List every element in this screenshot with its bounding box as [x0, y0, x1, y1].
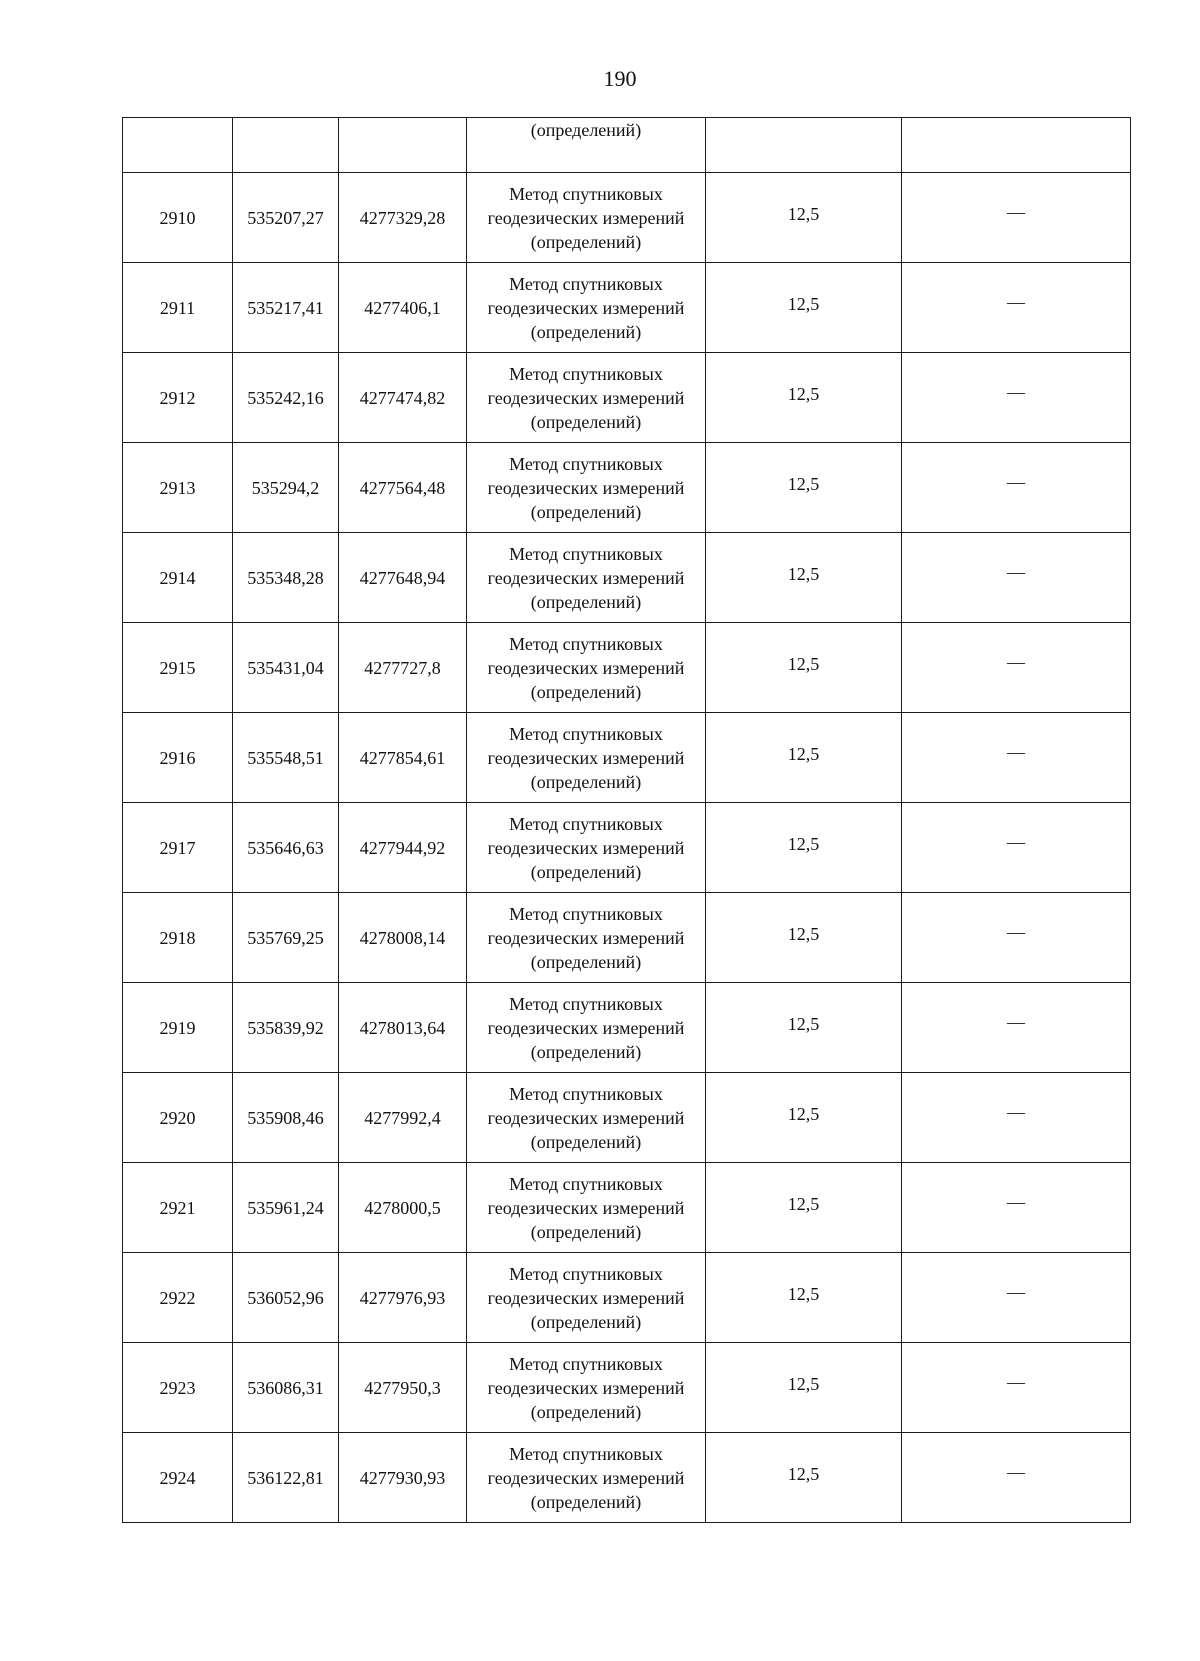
cell-method — [467, 1253, 706, 1343]
note-value: — — [1007, 741, 1025, 762]
method-line: Метод спутниковых — [509, 183, 663, 204]
method-line: геодезических измерений — [487, 1467, 685, 1488]
accuracy-value: 12,5 — [787, 653, 820, 674]
table-row — [123, 173, 1131, 263]
cell-note — [902, 173, 1131, 263]
cell-y: 4277564,48 — [339, 443, 467, 533]
cell-note — [902, 983, 1131, 1073]
method-line: Метод спутниковых — [509, 1083, 663, 1104]
cell-y: 4277406,1 — [339, 263, 467, 353]
cell-id: 2921 — [123, 1163, 233, 1253]
cell-note — [902, 443, 1131, 533]
method-line: геодезических измерений — [487, 1107, 685, 1128]
cell-method — [467, 713, 706, 803]
method-line: (определений) — [530, 681, 642, 702]
method-line: Метод спутниковых — [509, 543, 663, 564]
method-line: Метод спутниковых — [509, 903, 663, 924]
cell-y: 4277648,94 — [339, 533, 467, 623]
cell-y — [339, 118, 467, 173]
cell-x: 536052,96 — [233, 1253, 339, 1343]
cell-x: 535769,25 — [233, 893, 339, 983]
cell-note — [902, 1253, 1131, 1343]
cell-note — [902, 713, 1131, 803]
accuracy-value: 12,5 — [787, 1193, 820, 1214]
accuracy-value: 12,5 — [787, 563, 820, 584]
cell-accuracy — [706, 1163, 902, 1253]
method-line: геодезических измерений — [487, 927, 685, 948]
note-value: — — [1007, 561, 1025, 582]
table-row — [123, 533, 1131, 623]
cell-id: 2912 — [123, 353, 233, 443]
note-value: — — [1007, 1011, 1025, 1032]
method-line: геодезических измерений — [487, 1287, 685, 1308]
method-line: Метод спутниковых — [509, 993, 663, 1014]
cell-x: 535839,92 — [233, 983, 339, 1073]
table-row — [123, 623, 1131, 713]
cell-id: 2911 — [123, 263, 233, 353]
cell-id: 2920 — [123, 1073, 233, 1163]
method-line: геодезических измерений — [487, 657, 685, 678]
method-line: (определений) — [530, 321, 642, 342]
cell-method — [467, 1073, 706, 1163]
page-number: 190 — [603, 66, 637, 91]
method-line: Метод спутниковых — [509, 1173, 663, 1194]
cell-id: 2914 — [123, 533, 233, 623]
cell-method — [467, 173, 706, 263]
cell-y: 4278013,64 — [339, 983, 467, 1073]
cell-x: 535348,28 — [233, 533, 339, 623]
cell-accuracy — [706, 623, 902, 713]
table-row — [123, 983, 1131, 1073]
cell-y: 4277992,4 — [339, 1073, 467, 1163]
cell-accuracy — [706, 1253, 902, 1343]
cell-y: 4278008,14 — [339, 893, 467, 983]
method-line: геодезических измерений — [487, 1017, 685, 1038]
method-line: геодезических измерений — [487, 297, 685, 318]
cell-id: 2915 — [123, 623, 233, 713]
cell-accuracy — [706, 118, 902, 173]
cell-method: (определений) — [467, 118, 706, 173]
cell-y: 4278000,5 — [339, 1163, 467, 1253]
accuracy-value: 12,5 — [787, 833, 820, 854]
cell-method — [467, 263, 706, 353]
table-row — [123, 1163, 1131, 1253]
cell-method — [467, 983, 706, 1073]
note-value: — — [1007, 1101, 1025, 1122]
method-line: геодезических измерений — [487, 387, 685, 408]
method-line: (определений) — [530, 1491, 642, 1512]
method-line: (определений) — [530, 861, 642, 882]
cell-x: 535961,24 — [233, 1163, 339, 1253]
cell-note — [902, 1163, 1131, 1253]
accuracy-value: 12,5 — [787, 1373, 820, 1394]
method-line: (определений) — [530, 951, 642, 972]
cell-accuracy — [706, 173, 902, 263]
cell-y: 4277930,93 — [339, 1433, 467, 1523]
method-line: Метод спутниковых — [509, 1263, 663, 1284]
cell-accuracy — [706, 1433, 902, 1523]
accuracy-value: 12,5 — [787, 203, 820, 224]
cell-method — [467, 623, 706, 713]
method-line: (определений) — [530, 1131, 642, 1152]
method-line: (определений) — [530, 231, 642, 252]
cell-x: 535207,27 — [233, 173, 339, 263]
cell-note — [902, 1343, 1131, 1433]
cell-accuracy — [706, 983, 902, 1073]
method-line: Метод спутниковых — [509, 633, 663, 654]
table-row — [123, 1433, 1131, 1523]
cell-y: 4277944,92 — [339, 803, 467, 893]
table-row — [123, 713, 1131, 803]
table-row — [123, 893, 1131, 983]
note-value: — — [1007, 921, 1025, 942]
method-line: геодезических измерений — [487, 207, 685, 228]
cell-y: 4277727,8 — [339, 623, 467, 713]
note-value: — — [1007, 1371, 1025, 1392]
cell-note — [902, 1433, 1131, 1523]
note-value: — — [1007, 1281, 1025, 1302]
note-value: — — [1007, 381, 1025, 402]
cell-id — [123, 118, 233, 173]
method-line: Метод спутниковых — [509, 723, 663, 744]
cell-accuracy — [706, 713, 902, 803]
cell-accuracy — [706, 1073, 902, 1163]
accuracy-value: 12,5 — [787, 1013, 820, 1034]
cell-id: 2916 — [123, 713, 233, 803]
cell-id: 2919 — [123, 983, 233, 1073]
method-line: (определений) — [530, 591, 642, 612]
cell-accuracy — [706, 533, 902, 623]
note-value: — — [1007, 1191, 1025, 1212]
cell-method — [467, 533, 706, 623]
method-line: геодезических измерений — [487, 567, 685, 588]
cell-y: 4277976,93 — [339, 1253, 467, 1343]
table-row — [123, 1343, 1131, 1433]
note-value: — — [1007, 1461, 1025, 1482]
method-line: Метод спутниковых — [509, 363, 663, 384]
method-line: (определений) — [530, 1311, 642, 1332]
cell-id: 2917 — [123, 803, 233, 893]
cell-x: 535646,63 — [233, 803, 339, 893]
accuracy-value: 12,5 — [787, 293, 820, 314]
cell-id: 2913 — [123, 443, 233, 533]
coordinates-table — [122, 117, 1131, 1523]
cell-note — [902, 353, 1131, 443]
cell-method — [467, 1433, 706, 1523]
cell-accuracy — [706, 893, 902, 983]
cell-id: 2918 — [123, 893, 233, 983]
cell-accuracy — [706, 443, 902, 533]
cell-x: 536122,81 — [233, 1433, 339, 1523]
cell-accuracy — [706, 803, 902, 893]
accuracy-value: 12,5 — [787, 923, 820, 944]
accuracy-value: 12,5 — [787, 383, 820, 404]
cell-id: 2910 — [123, 173, 233, 263]
method-line: (определений) — [530, 1221, 642, 1242]
method-line: геодезических измерений — [487, 837, 685, 858]
cell-id: 2924 — [123, 1433, 233, 1523]
accuracy-value: 12,5 — [787, 473, 820, 494]
cell-method — [467, 1343, 706, 1433]
cell-x: 535431,04 — [233, 623, 339, 713]
note-value: — — [1007, 831, 1025, 852]
method-line: Метод спутниковых — [509, 1353, 663, 1374]
cell-method — [467, 443, 706, 533]
method-line: (определений) — [530, 501, 642, 522]
note-value: — — [1007, 651, 1025, 672]
cell-x: 535294,2 — [233, 443, 339, 533]
accuracy-value: 12,5 — [787, 1283, 820, 1304]
cell-note — [902, 118, 1131, 173]
cell-note — [902, 893, 1131, 983]
cell-note — [902, 533, 1131, 623]
method-line: геодезических измерений — [487, 747, 685, 768]
cell-note — [902, 263, 1131, 353]
table-row — [123, 803, 1131, 893]
cell-method — [467, 1163, 706, 1253]
cell-y: 4277950,3 — [339, 1343, 467, 1433]
accuracy-value: 12,5 — [787, 743, 820, 764]
cell-x: 535242,16 — [233, 353, 339, 443]
table-row — [123, 353, 1131, 443]
method-line: (определений) — [530, 1401, 642, 1422]
cell-id: 2922 — [123, 1253, 233, 1343]
method-line: геодезических измерений — [487, 1197, 685, 1218]
table-row — [123, 443, 1131, 533]
accuracy-value: 12,5 — [787, 1463, 820, 1484]
method-line: Метод спутниковых — [509, 1443, 663, 1464]
method-line: геодезических измерений — [487, 477, 685, 498]
table-row — [123, 263, 1131, 353]
cell-note — [902, 1073, 1131, 1163]
table-row — [123, 1253, 1131, 1343]
continuation-row — [123, 118, 1131, 173]
cell-y: 4277854,61 — [339, 713, 467, 803]
cell-accuracy — [706, 263, 902, 353]
cell-accuracy — [706, 1343, 902, 1433]
cell-x: 535908,46 — [233, 1073, 339, 1163]
cell-y: 4277474,82 — [339, 353, 467, 443]
note-value: — — [1007, 471, 1025, 492]
cell-method — [467, 893, 706, 983]
method-line: геодезических измерений — [487, 1377, 685, 1398]
note-value: — — [1007, 201, 1025, 222]
method-line: (определений) — [530, 771, 642, 792]
note-value: — — [1007, 291, 1025, 312]
cell-x: 536086,31 — [233, 1343, 339, 1433]
method-line: Метод спутниковых — [509, 453, 663, 474]
table-row — [123, 1073, 1131, 1163]
cell-id: 2923 — [123, 1343, 233, 1433]
cell-x: 535548,51 — [233, 713, 339, 803]
cell-y: 4277329,28 — [339, 173, 467, 263]
cell-x: 535217,41 — [233, 263, 339, 353]
method-line: (определений) — [530, 1041, 642, 1062]
cell-note — [902, 623, 1131, 713]
cell-accuracy — [706, 353, 902, 443]
method-line: Метод спутниковых — [509, 813, 663, 834]
cell-x — [233, 118, 339, 173]
cell-method — [467, 803, 706, 893]
method-line: Метод спутниковых — [509, 273, 663, 294]
accuracy-value: 12,5 — [787, 1103, 820, 1124]
method-line: (определений) — [530, 411, 642, 432]
cell-method — [467, 353, 706, 443]
cell-note — [902, 803, 1131, 893]
